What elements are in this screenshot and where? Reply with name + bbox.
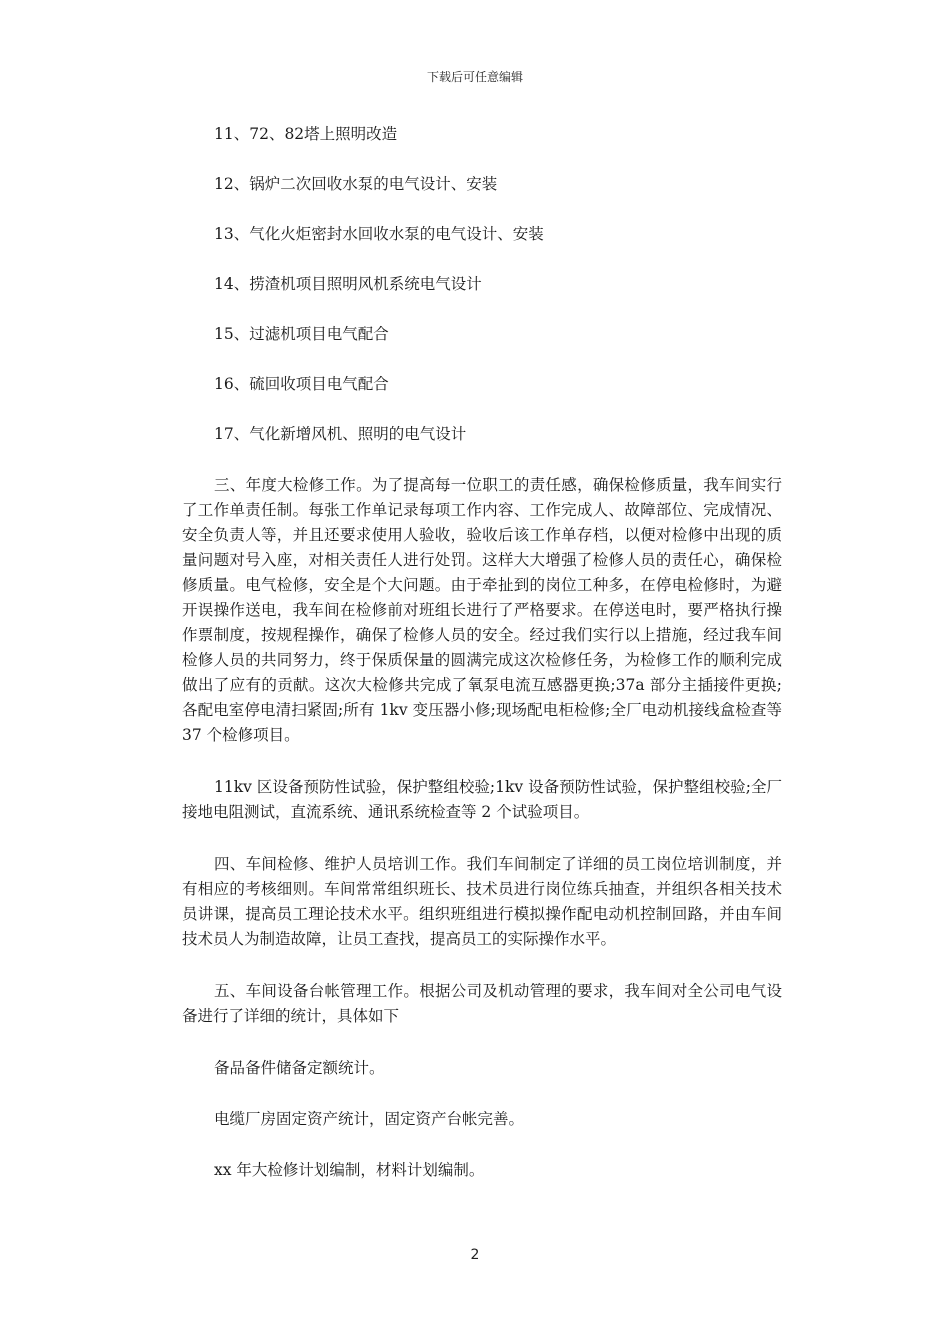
list-item: 15、过滤机项目电气配合 <box>214 325 389 343</box>
list-item: 11、72、82塔上照明改造 <box>214 125 398 143</box>
paragraph-staff-training: 四、车间检修、维护人员培训工作。我们车间制定了详细的员工岗位培训制度，并有相应的考核细则。车间常常组织班长、技术员进行岗位练兵抽查，并组织各相关技术员讲课，提高员工理论技术水平。组织班组进行模拟操作配电动机控制回路，并由车间技术员人为制造故障，让员工查找，提高员工的实际操作水平。 <box>182 855 782 948</box>
ledger-line: xx 年大检修计划编制，材料计划编制。 <box>214 1161 485 1179</box>
list-item: 17、气化新增风机、照明的电气设计 <box>214 425 467 443</box>
page-header: 下载后可任意编辑 <box>426 70 523 84</box>
paragraph-preventive-tests: 11kv 区设备预防性试验，保护整组校验;1kv 设备预防性试验，保护整组校验;全厂接地电阻测试，直流系统、通讯系统检查等 2 个试验项目。 <box>182 778 782 821</box>
paragraph-annual-overhaul: 三、年度大检修工作。为了提高每一位职工的责任感，确保检修质量，我车间实行了工作单责任制。每张工作单记录每项工作内容、工作完成人、故障部位、完成情况、安全负责人等，并且还要求使用人验收，验收后该工作单存档，以便对检修中出现的质量问题对号入座，对相关责任人进行处罚。这样大大增强了检修人员的责任心，确保检修质量。电气检修，安全是个大问题。由于牵扯到的岗位工种多，在停电检修时，为避开误操作送电，我车间在检修前对班组长进行了严格要求。在停送电时，要严格执行操作票制度，按规程操作，确保了检修人员的安全。经过我们实行以上措施，经过我车间检修人员的共同努力，终于保质保量的圆满完成这次检修任务，为检修工作的顺利完成做出了应有的贡献。这次大检修共完成了氧泵电流互感器更换;37a 部分主插接件更换;各配电室停电清扫紧固;所有 1kv 变压器小修;现场配电柜检修;全厂电动机接线盒检查等 37 个检修项目。 <box>182 476 782 744</box>
list-item: 13、气化火炬密封水回收水泵的电气设计、安装 <box>214 225 544 243</box>
list-item: 16、硫回收项目电气配合 <box>214 375 389 393</box>
document-body <box>182 123 782 1209</box>
list-item: 14、捞渣机项目照明风机系统电气设计 <box>214 275 482 293</box>
page-number: 2 <box>470 1247 480 1263</box>
paragraph-equipment-ledger: 五、车间设备台帐管理工作。根据公司及机动管理的要求，我车间对全公司电气设备进行了详细的统计，具体如下 <box>182 982 782 1025</box>
ledger-line: 备品备件储备定额统计。 <box>214 1059 385 1077</box>
list-item: 12、锅炉二次回收水泵的电气设计、安装 <box>214 175 498 193</box>
ledger-line: 电缆厂房固定资产统计，固定资产台帐完善。 <box>214 1110 525 1128</box>
